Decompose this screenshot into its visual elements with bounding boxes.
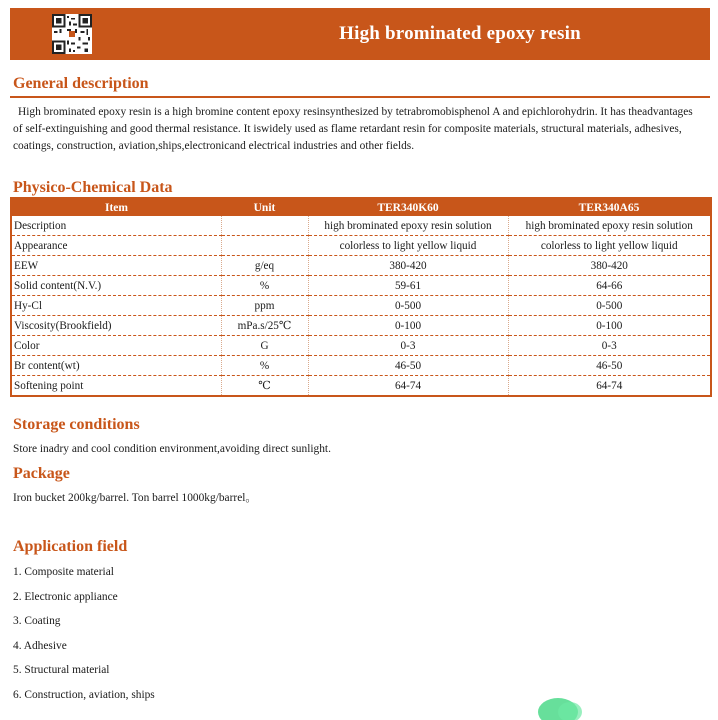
package-heading: Package bbox=[13, 465, 70, 482]
table-cell-unit: % bbox=[221, 356, 308, 376]
table-row bbox=[11, 316, 711, 336]
table-cell-item: Viscosity(Brookfield) bbox=[11, 316, 221, 336]
table-row bbox=[11, 256, 711, 276]
table-cell-ter340k60: 46-50 bbox=[308, 356, 508, 376]
column-header-ter340a65: TER340A65 bbox=[508, 198, 711, 216]
storage-conditions-text: Store inadry and cool condition environment,avoiding direct sunlight. bbox=[13, 443, 331, 455]
table-cell-item: EEW bbox=[11, 256, 221, 276]
table-row bbox=[11, 216, 711, 236]
table-cell-ter340a65: 380-420 bbox=[508, 256, 711, 276]
table-cell-ter340k60: 64-74 bbox=[308, 376, 508, 397]
table-row bbox=[11, 356, 711, 376]
table-cell-ter340a65: 0-3 bbox=[508, 336, 711, 356]
table-header-row bbox=[11, 198, 711, 216]
qr-code-icon bbox=[52, 14, 92, 54]
list-item: 1. Composite material bbox=[13, 566, 114, 578]
table-row bbox=[11, 236, 711, 256]
table-cell-item: Hy-Cl bbox=[11, 296, 221, 316]
table-cell-ter340k60: colorless to light yellow liquid bbox=[308, 236, 508, 256]
application-list bbox=[13, 560, 155, 708]
table-cell-ter340a65: colorless to light yellow liquid bbox=[508, 236, 711, 256]
table-cell-ter340k60: 0-3 bbox=[308, 336, 508, 356]
table-cell-item: Softening point bbox=[11, 376, 221, 397]
table-cell-ter340a65: 0-100 bbox=[508, 316, 711, 336]
table-row bbox=[11, 296, 711, 316]
table-cell-unit bbox=[221, 216, 308, 236]
general-description-text: High brominated epoxy resin is a high bromine content epoxy resinsynthesized by tetrabromobisphenol A and epichlorohydrin. It has theadvantages of self-extinguishing and good thermal resistance. It iswidely used as flame retardant resin for composite materials, structural materials, adhesives, coatings, construction, aviation,ships,electronicand electrical industries and other fields. bbox=[13, 106, 693, 152]
list-item: 5. Structural material bbox=[13, 664, 110, 677]
table-cell-ter340k60: 380-420 bbox=[308, 256, 508, 276]
table-cell-unit: ppm bbox=[221, 296, 308, 316]
list-item: 3. Coating bbox=[13, 615, 61, 628]
table-row bbox=[11, 336, 711, 356]
table-cell-ter340k60: 0-500 bbox=[308, 296, 508, 316]
list-item: 2. Electronic appliance bbox=[13, 590, 118, 603]
table-cell-item: Br content(wt) bbox=[11, 356, 221, 376]
table-cell-item: Description bbox=[11, 216, 221, 236]
table-cell-ter340a65: 0-500 bbox=[508, 296, 711, 316]
table-cell-ter340a65: 64-66 bbox=[508, 276, 711, 296]
table-cell-unit: % bbox=[221, 276, 308, 296]
physico-chemical-heading: Physico-Chemical Data bbox=[13, 179, 173, 196]
table-row bbox=[11, 276, 711, 296]
table-cell-unit bbox=[221, 236, 308, 256]
table-cell-item: Solid content(N.V.) bbox=[11, 276, 221, 296]
table-cell-ter340a65: 64-74 bbox=[508, 376, 711, 397]
application-field-heading: Application field bbox=[13, 538, 128, 555]
table-cell-unit: G bbox=[221, 336, 308, 356]
package-text: Iron bucket 200kg/barrel. Ton barrel 1000kg/barrel。 bbox=[13, 492, 257, 504]
list-item: 6. Construction, aviation, ships bbox=[13, 688, 155, 701]
table-cell-item: Appearance bbox=[11, 236, 221, 256]
table-cell-ter340a65: 46-50 bbox=[508, 356, 711, 376]
header-banner bbox=[10, 8, 710, 60]
table-cell-unit: g/eq bbox=[221, 256, 308, 276]
table-row bbox=[11, 376, 711, 397]
general-description-heading: General description bbox=[13, 75, 149, 92]
physico-chemical-table bbox=[10, 197, 712, 397]
table-cell-ter340a65: high brominated epoxy resin solution bbox=[508, 216, 711, 236]
table-cell-unit: ℃ bbox=[221, 376, 308, 397]
section-divider bbox=[10, 96, 710, 98]
column-header-unit: Unit bbox=[221, 198, 308, 216]
table-cell-item: Color bbox=[11, 336, 221, 356]
decorative-green-shape bbox=[530, 690, 590, 720]
table-cell-unit: mPa.s/25℃ bbox=[221, 316, 308, 336]
table-cell-ter340k60: 59-61 bbox=[308, 276, 508, 296]
page-title: High brominated epoxy resin bbox=[339, 23, 581, 44]
column-header-item: Item bbox=[11, 198, 221, 216]
storage-conditions-heading: Storage conditions bbox=[13, 416, 140, 433]
column-header-ter340k60: TER340K60 bbox=[308, 198, 508, 216]
table-cell-ter340k60: 0-100 bbox=[308, 316, 508, 336]
table-cell-ter340k60: high brominated epoxy resin solution bbox=[308, 216, 508, 236]
list-item: 4. Adhesive bbox=[13, 639, 67, 652]
